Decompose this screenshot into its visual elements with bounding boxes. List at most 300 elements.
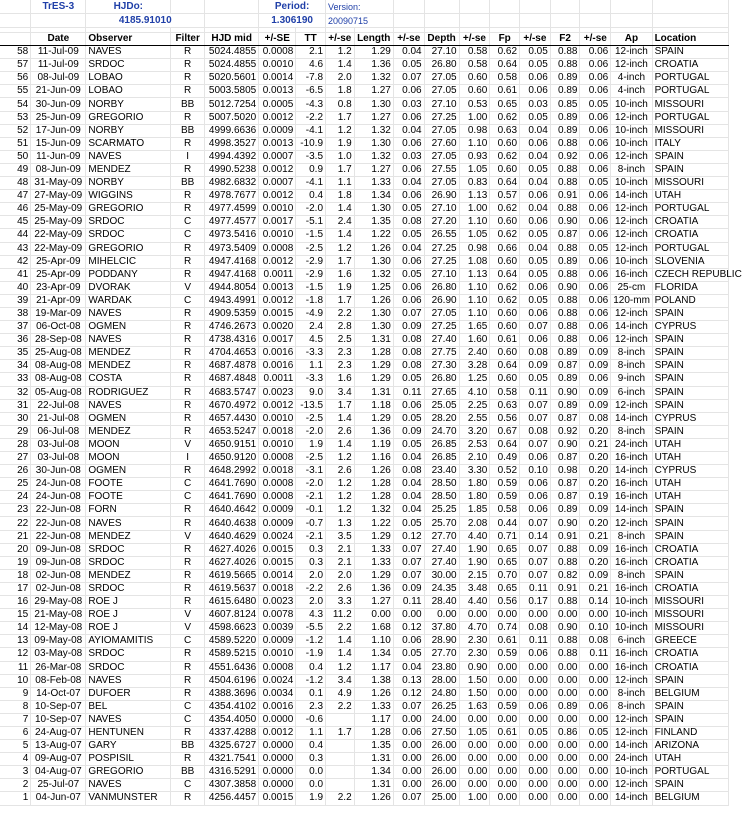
table-cell: 0.00	[580, 661, 611, 674]
table-cell: 21-Apr-09	[31, 294, 86, 307]
table-cell: 41	[0, 268, 31, 281]
table-cell: 2.10	[459, 452, 490, 465]
col-header-tt-se: +/-se	[326, 33, 355, 46]
table-cell: 2	[0, 779, 31, 792]
table-row	[0, 648, 729, 661]
table-cell: 0.08	[393, 347, 424, 360]
table-cell: -3.1	[296, 465, 326, 478]
table-cell: 1.35	[354, 216, 393, 229]
table-cell: 8-inch	[611, 425, 652, 438]
table-cell: 8	[0, 700, 31, 713]
table-cell: 1.29	[354, 412, 393, 425]
table-cell: 09-Jun-08	[31, 543, 86, 556]
table-cell: MISSOURI	[652, 124, 728, 137]
table-cell: 0.00	[520, 753, 551, 766]
table-cell: 1.05	[459, 726, 490, 739]
table-row	[0, 137, 729, 150]
table-cell: 0.90	[550, 281, 580, 294]
table-cell: 0.06	[520, 334, 551, 347]
table-cell: SRDOC	[86, 648, 171, 661]
table-cell: 1.27	[354, 596, 393, 609]
table-cell: SLOVENIA	[652, 255, 728, 268]
table-cell: 31	[0, 399, 31, 412]
table-cell: 0.00	[490, 766, 520, 779]
table-cell: 34	[0, 360, 31, 373]
table-cell: 0.60	[459, 72, 490, 85]
table-cell: 0.00	[580, 740, 611, 753]
table-cell: 0.21	[580, 530, 611, 543]
table-cell: 35	[0, 347, 31, 360]
table-cell: 0.03	[393, 98, 424, 111]
table-cell: 16-inch	[611, 582, 652, 595]
table-cell: 0.06	[520, 216, 551, 229]
table-cell: 0.06	[580, 216, 611, 229]
table-cell: 15-Jun-09	[31, 137, 86, 150]
table-cell: R	[171, 85, 205, 98]
table-cell: 24-inch	[611, 753, 652, 766]
table-cell: 1.68	[354, 622, 393, 635]
table-cell: 0.00	[459, 779, 490, 792]
table-cell: 2.6	[326, 425, 355, 438]
table-cell: 0.0008	[259, 478, 296, 491]
table-cell: 24	[0, 491, 31, 504]
table-cell: MENDEZ	[86, 569, 171, 582]
table-cell: 0.90	[550, 622, 580, 635]
table-cell: 0.09	[580, 504, 611, 517]
table-cell: -3.5	[296, 150, 326, 163]
table-cell: R	[171, 72, 205, 85]
table-cell: COSTA	[86, 373, 171, 386]
table-cell: SPAIN	[652, 334, 728, 347]
table-cell: 0.65	[490, 556, 520, 569]
table-cell: 1.31	[354, 334, 393, 347]
table-cell: AYIOMAMITIS	[86, 635, 171, 648]
table-cell: 0.00	[424, 609, 459, 622]
table-cell: SPAIN	[652, 399, 728, 412]
table-cell: 0.09	[580, 360, 611, 373]
table-cell: SRDOC	[86, 59, 171, 72]
table-row	[0, 753, 729, 766]
table-row	[0, 543, 729, 556]
table-cell: R	[171, 137, 205, 150]
table-cell: 4-inch	[611, 85, 652, 98]
table-cell: LOBAO	[86, 85, 171, 98]
table-cell: 11-Jul-09	[31, 46, 86, 59]
table-cell: BB	[171, 177, 205, 190]
table-cell: 0.60	[490, 373, 520, 386]
table-cell: 0.06	[580, 203, 611, 216]
table-cell: 0.08	[520, 347, 551, 360]
table-row	[0, 373, 729, 386]
table-cell: 10-inch	[611, 766, 652, 779]
table-cell: V	[171, 281, 205, 294]
table-cell: 27.25	[424, 242, 459, 255]
table-cell: 0.00	[490, 792, 520, 805]
table-cell: R	[171, 792, 205, 805]
table-cell: 42	[0, 255, 31, 268]
table-cell: 0.61	[490, 85, 520, 98]
table-cell: 0.88	[550, 321, 580, 334]
table-cell: 26.85	[424, 438, 459, 451]
table-cell: 22-Jun-08	[31, 517, 86, 530]
table-cell: MISSOURI	[652, 596, 728, 609]
table-cell: V	[171, 438, 205, 451]
table-cell: 1.29	[354, 46, 393, 59]
table-cell: 4354.4050	[205, 713, 259, 726]
table-cell: 4648.2992	[205, 465, 259, 478]
table-cell: 1.9	[296, 438, 326, 451]
table-cell: 0.88	[550, 334, 580, 347]
table-cell: PORTUGAL	[652, 242, 728, 255]
table-cell: 0.06	[580, 294, 611, 307]
table-cell: 5020.5601	[205, 72, 259, 85]
table-cell: 0.0011	[259, 373, 296, 386]
table-cell: 44	[0, 229, 31, 242]
table-cell: 0.00	[459, 713, 490, 726]
col-header-fp: Fp	[490, 33, 520, 46]
table-cell: 36	[0, 334, 31, 347]
table-cell: SPAIN	[652, 674, 728, 687]
table-row	[0, 582, 729, 595]
table-cell: GARY	[86, 740, 171, 753]
table-cell: 0.89	[550, 111, 580, 124]
table-cell: 4325.6727	[205, 740, 259, 753]
table-cell: 25-May-09	[31, 216, 86, 229]
table-cell: -2.0	[296, 203, 326, 216]
table-cell: 0.0011	[259, 268, 296, 281]
table-row	[0, 111, 729, 124]
table-cell: 0.89	[550, 504, 580, 517]
table-cell: 0.0018	[259, 465, 296, 478]
table-cell: -2.9	[296, 255, 326, 268]
table-cell: 6-inch	[611, 386, 652, 399]
table-cell: 27.70	[424, 648, 459, 661]
table-cell: 4589.5215	[205, 648, 259, 661]
table-cell: C	[171, 216, 205, 229]
table-cell: UTAH	[652, 478, 728, 491]
table-cell: 1.31	[354, 779, 393, 792]
table-cell: 1.13	[459, 190, 490, 203]
table-cell: 4977.4577	[205, 216, 259, 229]
table-cell: 1.9	[326, 137, 355, 150]
table-cell: 1.36	[354, 425, 393, 438]
table-cell: 0.88	[550, 635, 580, 648]
table-cell: OGMEN	[86, 412, 171, 425]
table-cell: 0.04	[393, 478, 424, 491]
table-cell: SPAIN	[652, 530, 728, 543]
table-cell: 0.0016	[259, 700, 296, 713]
table-cell: 27.05	[424, 177, 459, 190]
table-cell: 0.00	[520, 674, 551, 687]
table-cell: 0.0007	[259, 150, 296, 163]
col-header-observer: Observer	[86, 33, 171, 46]
version-label: Version:	[326, 0, 394, 14]
table-cell: 0.05	[520, 163, 551, 176]
table-cell: 0.0013	[259, 281, 296, 294]
table-cell: 12-inch	[611, 216, 652, 229]
table-row	[0, 504, 729, 517]
table-cell: 2.30	[459, 635, 490, 648]
table-cell: 11-Jun-09	[31, 150, 86, 163]
table-cell: 0.60	[490, 255, 520, 268]
table-cell: 0.65	[490, 582, 520, 595]
table-cell: 25	[0, 478, 31, 491]
table-cell: -1.5	[296, 229, 326, 242]
table-cell: 0.04	[520, 124, 551, 137]
table-cell: 0.19	[580, 491, 611, 504]
table-cell: 1.7	[326, 726, 355, 739]
table-cell: 4551.6436	[205, 661, 259, 674]
table-cell: 1.32	[354, 504, 393, 517]
table-cell: 0.08	[393, 465, 424, 478]
table-cell: 1.1	[296, 360, 326, 373]
table-cell: 16-inch	[611, 556, 652, 569]
table-cell: 0.05	[520, 726, 551, 739]
table-cell: 0.00	[520, 687, 551, 700]
table-cell: 52	[0, 124, 31, 137]
table-cell: 0.00	[393, 740, 424, 753]
table-cell: 0.06	[580, 229, 611, 242]
table-cell: 5012.7254	[205, 98, 259, 111]
table-cell: 25-Aug-08	[31, 347, 86, 360]
table-cell: CROATIA	[652, 229, 728, 242]
table-cell: 0.0012	[259, 111, 296, 124]
table-cell: 0.58	[459, 46, 490, 59]
table-cell: 0.06	[580, 124, 611, 137]
table-cell: 0.90	[550, 517, 580, 530]
table-cell: 2.08	[459, 517, 490, 530]
table-cell: 12-inch	[611, 726, 652, 739]
table-cell: SRDOC	[86, 582, 171, 595]
table-cell: 29-May-08	[31, 596, 86, 609]
table-cell: -1.9	[296, 648, 326, 661]
table-cell: 30	[0, 412, 31, 425]
table-cell: 0.91	[550, 190, 580, 203]
table-cell: 0.0000	[259, 753, 296, 766]
table-cell: 4657.4430	[205, 412, 259, 425]
table-cell: 1.28	[354, 478, 393, 491]
table-cell: MOON	[86, 452, 171, 465]
table-cell: 4982.6832	[205, 177, 259, 190]
table-cell: SRDOC	[86, 543, 171, 556]
table-row	[0, 216, 729, 229]
table-cell: 0.82	[550, 569, 580, 582]
table-cell: 0.00	[550, 740, 580, 753]
table-cell: 0.00	[520, 792, 551, 805]
table-row	[0, 452, 729, 465]
table-cell: 1.13	[459, 268, 490, 281]
table-cell	[326, 713, 355, 726]
table-cell: R	[171, 465, 205, 478]
table-cell: 0.0012	[259, 399, 296, 412]
table-cell: 0.00	[580, 779, 611, 792]
period-label: Period:	[259, 0, 326, 14]
table-cell: 46	[0, 203, 31, 216]
table-cell: 4704.4653	[205, 347, 259, 360]
table-cell: 0.14	[580, 596, 611, 609]
table-cell: 0.0024	[259, 674, 296, 687]
table-cell: 0.00	[393, 779, 424, 792]
table-cell: 2.0	[296, 596, 326, 609]
table-cell: R	[171, 111, 205, 124]
table-cell: 0.06	[580, 307, 611, 320]
table-cell: -10.9	[296, 137, 326, 150]
table-cell: 0.00	[490, 661, 520, 674]
table-cell: SRDOC	[86, 216, 171, 229]
table-cell: 1.35	[354, 740, 393, 753]
table-cell: 0.11	[520, 635, 551, 648]
col-header-depth: Depth	[424, 33, 459, 46]
table-cell: 0.88	[550, 556, 580, 569]
table-cell: 27.05	[424, 72, 459, 85]
table-cell: 0.65	[490, 543, 520, 556]
header-row-labels	[0, 0, 729, 14]
table-cell: 0.07	[520, 399, 551, 412]
table-cell: 2.55	[459, 412, 490, 425]
table-cell: 1.26	[354, 792, 393, 805]
table-cell: 14-inch	[611, 412, 652, 425]
table-cell: 2.25	[459, 399, 490, 412]
table-cell: 27.05	[424, 124, 459, 137]
table-cell: 3.4	[326, 386, 355, 399]
table-cell: 3	[0, 766, 31, 779]
table-row	[0, 399, 729, 412]
table-cell: 9.0	[296, 386, 326, 399]
table-cell: 0.0	[296, 779, 326, 792]
table-cell: 0.89	[550, 124, 580, 137]
table-cell: 4.40	[459, 596, 490, 609]
table-cell: 27-May-09	[31, 190, 86, 203]
table-cell: 0.07	[393, 543, 424, 556]
table-cell: 22-May-09	[31, 229, 86, 242]
table-cell: 0.00	[580, 713, 611, 726]
table-cell: 22-Jun-08	[31, 504, 86, 517]
table-cell: 5	[0, 740, 31, 753]
table-cell: 0.88	[550, 596, 580, 609]
table-cell: 11.2	[326, 609, 355, 622]
table-cell: 0.60	[459, 85, 490, 98]
table-row	[0, 190, 729, 203]
table-cell: 0.0010	[259, 229, 296, 242]
table-cell: 1.7	[326, 111, 355, 124]
table-cell: 0.87	[550, 478, 580, 491]
table-cell: -13.5	[296, 399, 326, 412]
version-value: 20090715	[326, 14, 394, 28]
table-cell: 23.40	[424, 465, 459, 478]
table-row	[0, 203, 729, 216]
table-cell: SPAIN	[652, 700, 728, 713]
col-header-hjd-mid: HJD mid	[205, 33, 259, 46]
table-cell: 0.06	[393, 111, 424, 124]
table-cell: 0.4	[296, 190, 326, 203]
table-cell: 0.09	[520, 360, 551, 373]
table-cell: 0.05	[393, 268, 424, 281]
table-cell: 1.28	[354, 491, 393, 504]
table-cell: 24.70	[424, 425, 459, 438]
table-cell: 1.08	[459, 255, 490, 268]
table-cell: 0.0015	[259, 556, 296, 569]
table-cell: 5003.5805	[205, 85, 259, 98]
table-cell: 1.27	[354, 163, 393, 176]
table-cell: 2.1	[296, 46, 326, 59]
table-cell: 6-inch	[611, 635, 652, 648]
col-header-se: +/-SE	[259, 33, 296, 46]
table-cell: UTAH	[652, 438, 728, 451]
table-cell: 0.60	[490, 163, 520, 176]
table-cell: 1.38	[354, 674, 393, 687]
table-cell: 4640.4638	[205, 517, 259, 530]
table-cell: GREECE	[652, 635, 728, 648]
table-cell: 08-Jun-09	[31, 163, 86, 176]
table-cell: R	[171, 399, 205, 412]
table-cell: 08-Aug-08	[31, 373, 86, 386]
table-cell: 27.50	[424, 726, 459, 739]
table-row	[0, 478, 729, 491]
table-cell: 08-Aug-08	[31, 360, 86, 373]
table-cell: 0.04	[393, 504, 424, 517]
table-cell: 0.0009	[259, 124, 296, 137]
table-cell: CROATIA	[652, 59, 728, 72]
table-cell: 4316.5291	[205, 766, 259, 779]
table-cell: MISSOURI	[652, 177, 728, 190]
table-row	[0, 412, 729, 425]
table-cell: 21-Jun-09	[31, 85, 86, 98]
table-cell: 26.00	[424, 740, 459, 753]
table-cell: 0.07	[393, 700, 424, 713]
table-cell: R	[171, 582, 205, 595]
table-cell: 2.4	[326, 216, 355, 229]
table-cell: 38	[0, 307, 31, 320]
table-cell: 1.26	[354, 465, 393, 478]
table-cell: 4683.5747	[205, 386, 259, 399]
table-cell: 0.1	[296, 687, 326, 700]
table-cell: 1.4	[326, 648, 355, 661]
table-cell: 0.17	[520, 596, 551, 609]
table-cell: 27.05	[424, 150, 459, 163]
table-cell: 2.5	[326, 334, 355, 347]
table-cell: 0.06	[580, 373, 611, 386]
table-cell: 0.06	[520, 491, 551, 504]
table-cell: NAVES	[86, 307, 171, 320]
table-cell: 0.0012	[259, 255, 296, 268]
table-cell: 2.2	[326, 700, 355, 713]
table-cell: 0.0012	[259, 163, 296, 176]
table-cell: 1.90	[459, 543, 490, 556]
table-cell: 4650.9151	[205, 438, 259, 451]
table-cell: 04-Aug-07	[31, 766, 86, 779]
table-cell: 0.05	[393, 412, 424, 425]
table-cell: 0.0015	[259, 792, 296, 805]
table-cell: 1.25	[354, 281, 393, 294]
table-cell: 0.00	[393, 753, 424, 766]
table-cell: 14-inch	[611, 740, 652, 753]
table-cell: UTAH	[652, 491, 728, 504]
table-cell: 25.25	[424, 504, 459, 517]
table-row	[0, 46, 729, 59]
table-cell: 0.06	[520, 190, 551, 203]
table-cell: 0.00	[490, 674, 520, 687]
table-cell: 0.88	[550, 177, 580, 190]
table-cell: 0.89	[550, 700, 580, 713]
table-cell: 0.0010	[259, 412, 296, 425]
table-cell: 10-Sep-07	[31, 700, 86, 713]
table-cell: 0.0034	[259, 687, 296, 700]
table-cell: 27.25	[424, 255, 459, 268]
table-cell: 4641.7690	[205, 478, 259, 491]
table-cell: -0.6	[296, 713, 326, 726]
table-row	[0, 674, 729, 687]
table-cell: R	[171, 556, 205, 569]
